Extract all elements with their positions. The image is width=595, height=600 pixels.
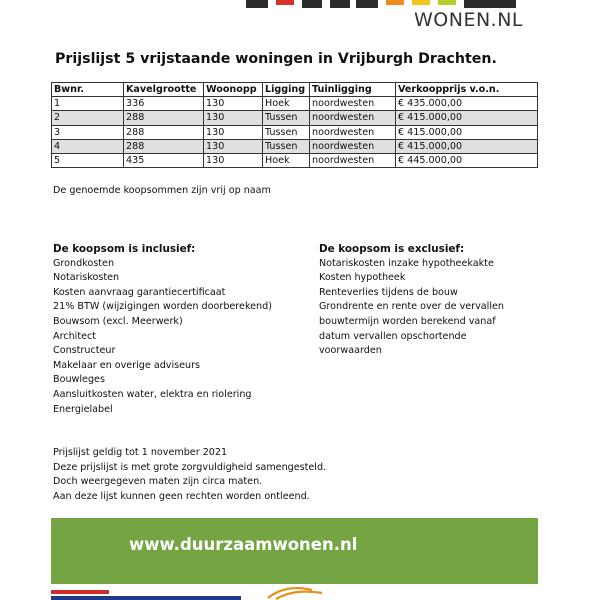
cell-kavelgrootte: 288	[124, 139, 204, 153]
website-banner	[51, 518, 538, 584]
table-header-row	[52, 83, 538, 97]
logo-letter-d	[246, 0, 268, 8]
list-item: Bouwleges	[53, 374, 105, 386]
cell-bwnr: 4	[52, 139, 124, 153]
cell-woonopp: 130	[204, 125, 263, 139]
flag-stripe-blue	[51, 596, 241, 600]
cell-woonopp: 130	[204, 97, 263, 111]
col-header-woonopp: Woonopp	[204, 83, 263, 97]
inclusive-section	[53, 242, 303, 417]
cell-verkoopprijs: € 415.000,00	[396, 139, 538, 153]
cell-woonopp: 130	[204, 111, 263, 125]
cell-ligging: Tussen	[263, 111, 310, 125]
cell-ligging: Tussen	[263, 139, 310, 153]
list-item: 21% BTW (wijzigingen worden doorberekend)	[53, 301, 272, 313]
cell-verkoopprijs: € 415.000,00	[396, 125, 538, 139]
inclusive-heading: De koopsom is inclusief:	[53, 243, 196, 255]
logo-block-yellow	[412, 0, 430, 5]
cell-ligging: Hoek	[263, 97, 310, 111]
cell-ligging: Hoek	[263, 153, 310, 167]
cell-woonopp: 130	[204, 139, 263, 153]
cell-kavelgrootte: 336	[124, 97, 204, 111]
table-row	[52, 153, 538, 167]
logo-wordmark: WONEN.NL	[414, 9, 524, 31]
price-note: De genoemde koopsommen zijn vrij op naam	[53, 185, 271, 196]
cell-tuinligging: noordwesten	[310, 97, 396, 111]
list-item: Grondrente en rente over de vervallen	[319, 301, 504, 313]
validity-text: Prijslijst geldig tot 1 november 2021	[53, 447, 228, 458]
cell-kavelgrootte: 435	[124, 153, 204, 167]
cell-verkoopprijs: € 435.000,00	[396, 97, 538, 111]
logo-letter-z	[356, 0, 378, 8]
logo-letter-heart	[276, 0, 294, 5]
list-item: Makelaar en overige adviseurs	[53, 359, 201, 371]
col-header-tuinligging: Tuinligging	[310, 83, 396, 97]
exclusive-heading: De koopsom is exclusief:	[319, 243, 465, 255]
list-item: Renteverlies tijdens de bouw	[319, 286, 458, 298]
col-header-ligging: Ligging	[263, 83, 310, 97]
list-item: datum vervallen opschortende	[319, 330, 467, 342]
cell-tuinligging: noordwesten	[310, 125, 396, 139]
logo-block-orange	[386, 0, 404, 5]
disclaimer-line: Doch weergegeven maten zijn circa maten.	[53, 476, 263, 488]
disclaimer-line: Deze prijslijst is met grote zorgvuldigheid samengesteld.	[53, 461, 327, 473]
cell-kavelgrootte: 288	[124, 111, 204, 125]
cell-tuinligging: noordwesten	[310, 111, 396, 125]
list-item: Bouwsom (excl. Meerwerk)	[53, 315, 183, 327]
cell-ligging: Tussen	[263, 125, 310, 139]
list-item: Notariskosten inzake hypotheekakte	[319, 257, 494, 269]
disclaimer-line: Aan deze lijst kunnen geen rechten worden ontleend.	[53, 490, 310, 502]
logo-letter-r	[330, 0, 350, 8]
cell-bwnr: 2	[52, 111, 124, 125]
table-row	[52, 139, 538, 153]
list-item: voorwaarden	[319, 345, 382, 357]
orange-swoosh-icon	[266, 584, 326, 600]
col-header-kavelgrootte: Kavelgrootte	[124, 83, 204, 97]
list-item: Energielabel	[53, 403, 113, 415]
logo-letters-cropped	[246, 0, 536, 8]
col-header-verkoopprijs: Verkoopprijs v.o.n.	[396, 83, 538, 97]
list-item: Kosten aanvraag garantiecertificaat	[53, 286, 226, 298]
disclaimer-block	[53, 446, 326, 504]
list-item: bouwtermijn worden berekend vanaf	[319, 315, 496, 327]
cell-verkoopprijs: € 445.000,00	[396, 153, 538, 167]
cell-woonopp: 130	[204, 153, 263, 167]
table-row	[52, 97, 538, 111]
cell-tuinligging: noordwesten	[310, 139, 396, 153]
cell-bwnr: 1	[52, 97, 124, 111]
list-item: Architect	[53, 330, 97, 342]
cell-bwnr: 3	[52, 125, 124, 139]
exclusive-section	[319, 242, 539, 359]
list-item: Kosten hypotheek	[319, 272, 406, 284]
table-row	[52, 125, 538, 139]
list-item: Notariskosten	[53, 272, 120, 284]
logo-letter-u	[302, 0, 322, 8]
cell-verkoopprijs: € 415.000,00	[396, 111, 538, 125]
list-item: Constructeur	[53, 345, 116, 357]
logo-letter-m	[464, 0, 516, 8]
flag-stripes-logo	[51, 590, 241, 600]
website-link[interactable]: www.duurzaamwonen.nl	[129, 535, 358, 554]
list-item: Aansluitkosten water, elektra en riolering	[53, 388, 252, 400]
col-header-bwnr: Bwnr.	[52, 83, 124, 97]
page-title: Prijslijst 5 vrijstaande woningen in Vrijburgh Drachten.	[55, 51, 497, 67]
price-table	[51, 82, 538, 168]
table-row	[52, 111, 538, 125]
logo-block-lime	[438, 0, 456, 5]
cell-bwnr: 5	[52, 153, 124, 167]
list-item: Grondkosten	[53, 257, 115, 269]
cell-kavelgrootte: 288	[124, 125, 204, 139]
brand-logo	[246, 0, 536, 30]
cell-tuinligging: noordwesten	[310, 153, 396, 167]
